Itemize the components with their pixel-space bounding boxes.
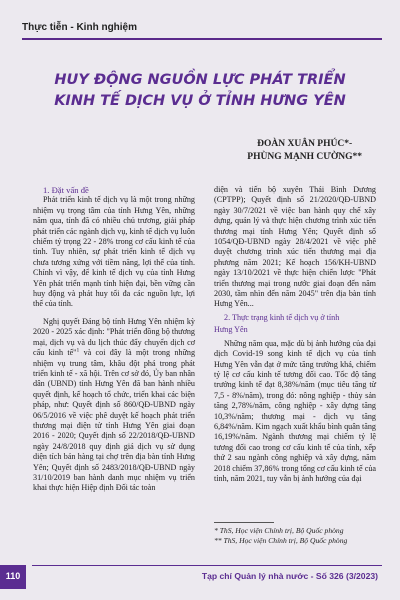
- section-2-heading-line-2: Hưng Yên: [214, 325, 248, 335]
- left-column: [33, 185, 195, 494]
- footnote-1: * ThS, Học viện Chính trị, Bộ Quốc phòng: [214, 526, 344, 535]
- journal-name: Tạp chí Quản lý nhà nước - Số 326 (3/2023): [201, 571, 378, 581]
- paragraph-3: diện và tiến bộ xuyên Thái Bình Dương (CPTPP); Quyết định số 21/2020/QĐ-UBND ngày 30/7/2021 về việc ban hành quy chế xây dựng, quản lý và thực hiện chương trình xúc tiến thương mại tỉnh Hưng Yên; Quyết định số 1054/QĐ-UBND ngày 28/4/2021 về việc phê duyệt chương trình xúc tiến thương mại địa phương năm 2021; Kế hoạch 156/KH-UBND ngày 13/10/2021 về thực hiện chiến lược "Phát triển thương mại trong nước giai đoạn đến năm 2030, tầm nhìn đến năm 2045" trên địa bàn tỉnh Hưng Yên...: [214, 185, 376, 309]
- footer-rule: [32, 565, 382, 566]
- paragraph-2-part-b: và coi đây là một trong những nhiệm vụ trung tâm, khâu đột phá trong phát triển kinh tế - xã hội. Trên cơ sở đó, Ủy ban nhân dân (UBND) tỉnh Hưng Yên đã ban hành nhiều quyết định, kế hoạch tổ chức, triển khai các biện pháp, như: Quyết định số 860/QĐ-UBND ngày 06/5/2016 về việc phê duyệt kế hoạch phát triển thương mại điện tử tỉnh Hưng Yên giai đoạn 2016 - 2020; Quyết định số 22/2018/QĐ-UBND ngày 24/8/2018 quy định giá dịch vụ sử dụng diện tích bán hàng tại chợ trên địa bàn tỉnh Hưng Yên; Quyết định số 2483/2018/QĐ-UBND ngày 31/10/2019 ban hành danh mục nhiệm vụ triển khai thực hiện Hiệp định Đối tác toàn: [33, 348, 196, 493]
- footnote-ref-1: 1: [76, 347, 80, 354]
- title-line-1: HUY ĐỘNG NGUỒN LỰC PHÁT TRIỂN: [54, 72, 346, 88]
- header-rule: [22, 38, 382, 40]
- section-label: Thực tiễn - Kinh nghiệm: [22, 22, 138, 33]
- right-column: [214, 185, 376, 484]
- paragraph-2-part-a: Nghị quyết Đảng bộ tỉnh Hưng Yên nhiệm kỳ 2020 - 2025 xác định: "Phát triển đồng bộ thương mại, dịch vụ và du lịch thúc đẩy chuyển dịch cơ cấu kinh tế": [33, 316, 195, 358]
- title-line-2: KINH TẾ DỊCH VỤ Ở TỈNH HƯNG YÊN: [54, 93, 346, 109]
- article-authors: [247, 138, 362, 164]
- section-2-heading-line-1: 2. Thực trạng kinh tế dịch vụ ở tỉnh: [224, 312, 340, 322]
- paragraph-4: Những năm qua, mặc dù bị ảnh hưởng của đại dịch Covid-19 song kinh tế dịch vụ của tỉnh Hưng Yên vẫn đạt ở mức tăng trưởng khá, chiếm tỷ lệ cơ cấu kinh tế tương đối cao. Tốc độ tăng trưởng kinh tế đạt 8,38%/năm (mục tiêu tăng từ 7,5 - 8%/năm), trong đó: nông nghiệp - thủy sản tăng 2,78%/năm, công nghiệp - xây dựng tăng 10,3%/năm; thương mại - dịch vụ tăng 6,84%/năm. Kim ngạch xuất khẩu bình quân tăng 16,19%/năm. Ngành thương mại chiếm tỷ lệ tương đối cao trong cơ cấu kinh tế của tỉnh, xếp thứ 2 sau ngành công nghiệp và xây dựng, năm 2018 chiếm 37,86% trong tổng cơ cấu kinh tế của tỉnh, năm 2021, tuy vẫn bị ảnh hưởng của đại: [214, 338, 376, 483]
- footnote-rule: [214, 522, 274, 523]
- author-2: PHÙNG MẠNH CƯỜNG**: [247, 152, 362, 162]
- section-1-heading: 1. Đặt vấn đề: [43, 185, 89, 195]
- paragraph-1: Phát triển kinh tế dịch vụ là một trong những nhiệm vụ trọng tâm của tỉnh Hưng Yên, những năm qua, tỉnh đã có nhiều chủ trương, giải pháp phát triển các ngành dịch vụ, kinh tế dịch vụ luôn chiếm tỷ trọng 22 - 28% trong cơ cấu kinh tế của tỉnh. Tuy nhiên, sự phát triển kinh tế dịch vụ chưa tương xứng với tiềm năng, lợi thế của tỉnh. Chính vì vậy, để kinh tế dịch vụ của tỉnh Hưng Yên phát triển mạnh tính hiện đại, bền vững cần huy động và phát huy tối đa các nguồn lực, lợi thế của tỉnh.: [33, 195, 195, 309]
- footnotes: [214, 526, 384, 546]
- paragraph-2: [33, 317, 195, 494]
- page-number: 110: [5, 571, 21, 581]
- author-1: ĐOÀN XUÂN PHÚC*-: [257, 139, 353, 149]
- footnote-2: ** ThS, Học viện Chính trị, Bộ Quốc phòng: [214, 536, 348, 545]
- article-title: [40, 70, 360, 112]
